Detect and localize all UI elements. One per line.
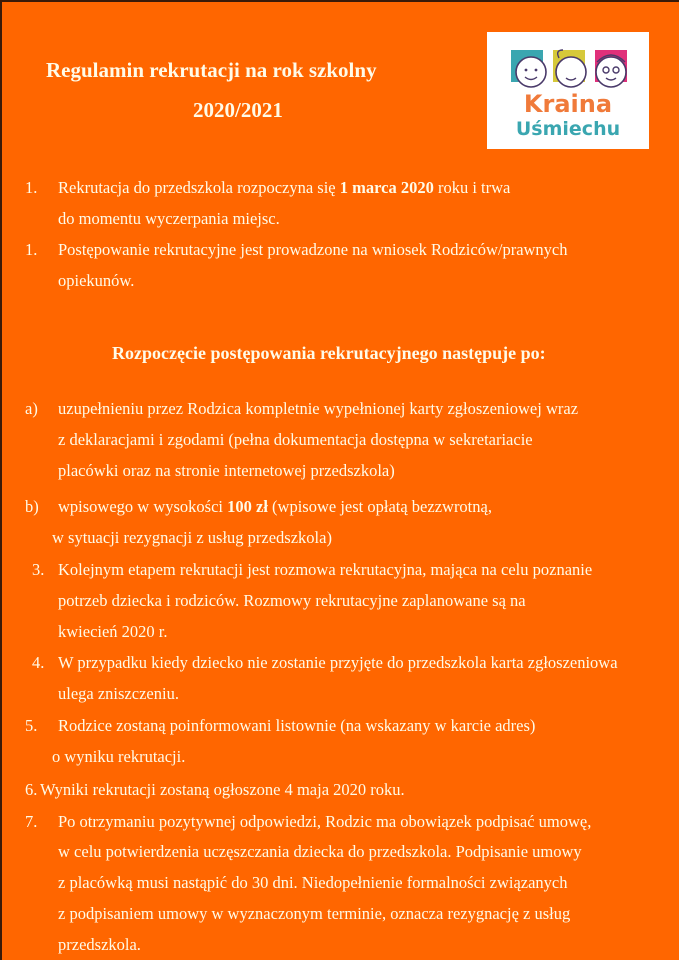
text-segment: Rodzice zostaną poinformowani listownie (na wskazany w karcie adres) (58, 716, 536, 735)
page-title: Regulamin rekrutacji na rok szkolny (46, 58, 377, 82)
list-marker: 1. (25, 178, 38, 197)
list-item-text (58, 904, 570, 924)
list-item-text (58, 240, 568, 260)
text-segment: do momentu wyczerpania miejsc. (58, 209, 280, 228)
list-item-text (58, 716, 535, 736)
text-segment: Wyniki rekrutacji zostaną ogłoszone 4 maja 2020 roku. (40, 780, 405, 799)
text-segment: Rekrutacja do przedszkola rozpoczyna się (58, 178, 340, 197)
list-marker: 3. (32, 560, 45, 579)
list-item-text (58, 178, 510, 198)
text-segment: z deklaracjami i zgodami (pełna dokumentacja dostępna w sekretariacie (58, 430, 533, 449)
list-marker: a) (25, 399, 38, 418)
list-item-text (58, 622, 168, 642)
list-item-text (58, 560, 592, 580)
text-segment: roku i trwa (433, 178, 511, 197)
list-marker: 6. (25, 780, 38, 799)
list-item-text (58, 653, 618, 673)
list-item-text (58, 842, 582, 862)
text-segment: o wyniku rekrutacji. (52, 747, 186, 766)
text-segment: ulega zniszczeniu. (58, 684, 179, 703)
list-item-text (58, 399, 578, 419)
list-item-text (58, 812, 591, 832)
list-item-text (58, 873, 568, 893)
list-item-text (58, 591, 526, 611)
list-item-text (58, 497, 492, 517)
list-item-text (58, 209, 280, 229)
text-segment: z podpisaniem umowy w wyznaczonym terminie, oznacza rezygnację z usług (58, 904, 571, 923)
text-segment: kwiecień 2020 r. (58, 622, 168, 641)
text-segment: (wpisowe jest opłatą bezzwrotną, (267, 497, 492, 516)
list-item-text (58, 271, 134, 291)
list-item-text (58, 461, 395, 481)
list-item-text (52, 528, 332, 548)
text-segment: Postępowanie rekrutacyjne jest prowadzone na wniosek Rodziców/prawnych (58, 240, 568, 259)
list-item-text (58, 684, 179, 704)
text-segment: Kolejnym etapem rekrutacji jest rozmowa rekrutacyjna, mająca na celu poznanie (58, 560, 593, 579)
list-marker: b) (25, 497, 39, 516)
bold-highlight: 1 marca 2020 (339, 178, 434, 197)
kraina-usmiechu-logo (487, 32, 649, 149)
text-segment: w celu potwierdzenia uczęszczania dziecka do przedszkola. Podpisanie umowy (58, 842, 582, 861)
text-segment: z placówką musi nastąpić do 30 dni. Niedopełnienie formalności związanych (58, 873, 568, 892)
text-segment: uzupełnieniu przez Rodzica kompletnie wypełnionej karty zgłoszeniowej wraz (58, 399, 579, 418)
text-segment: opiekunów. (58, 271, 135, 290)
list-item-text (58, 430, 533, 450)
text-segment: w sytuacji rezygnacji z usług przedszkola) (52, 528, 332, 547)
logo-text-usmiechu: Uśmiechu (515, 118, 621, 140)
list-item-text (40, 780, 405, 800)
text-segment: placówki oraz na stronie internetowej przedszkola) (58, 461, 395, 480)
list-item-text (52, 747, 185, 767)
list-marker: 4. (32, 653, 45, 672)
text-segment: Po otrzymaniu pozytywnej odpowiedzi, Rodzic ma obowiązek podpisać umowę, (58, 812, 592, 831)
logo-text-kraina: Kraina (523, 90, 613, 118)
list-marker: 1. (25, 240, 38, 259)
list-marker: 5. (25, 716, 38, 735)
list-item-text (58, 935, 141, 955)
text-segment: przedszkola. (58, 935, 141, 954)
text-segment: W przypadku kiedy dziecko nie zostanie przyjęte do przedszkola karta zgłoszeniowa (58, 653, 618, 672)
text-segment: wpisowego w wysokości (58, 497, 228, 516)
bold-highlight: 100 zł (227, 497, 268, 516)
section-heading: Rozpoczęcie postępowania rekrutacyjnego następuje po: (112, 343, 546, 363)
page-title-year: 2020/2021 (193, 98, 283, 122)
list-marker: 7. (25, 812, 38, 831)
text-segment: potrzeb dziecka i rodziców. Rozmowy rekrutacyjne zaplanowane są na (58, 591, 526, 610)
logo-graphic (487, 32, 649, 149)
